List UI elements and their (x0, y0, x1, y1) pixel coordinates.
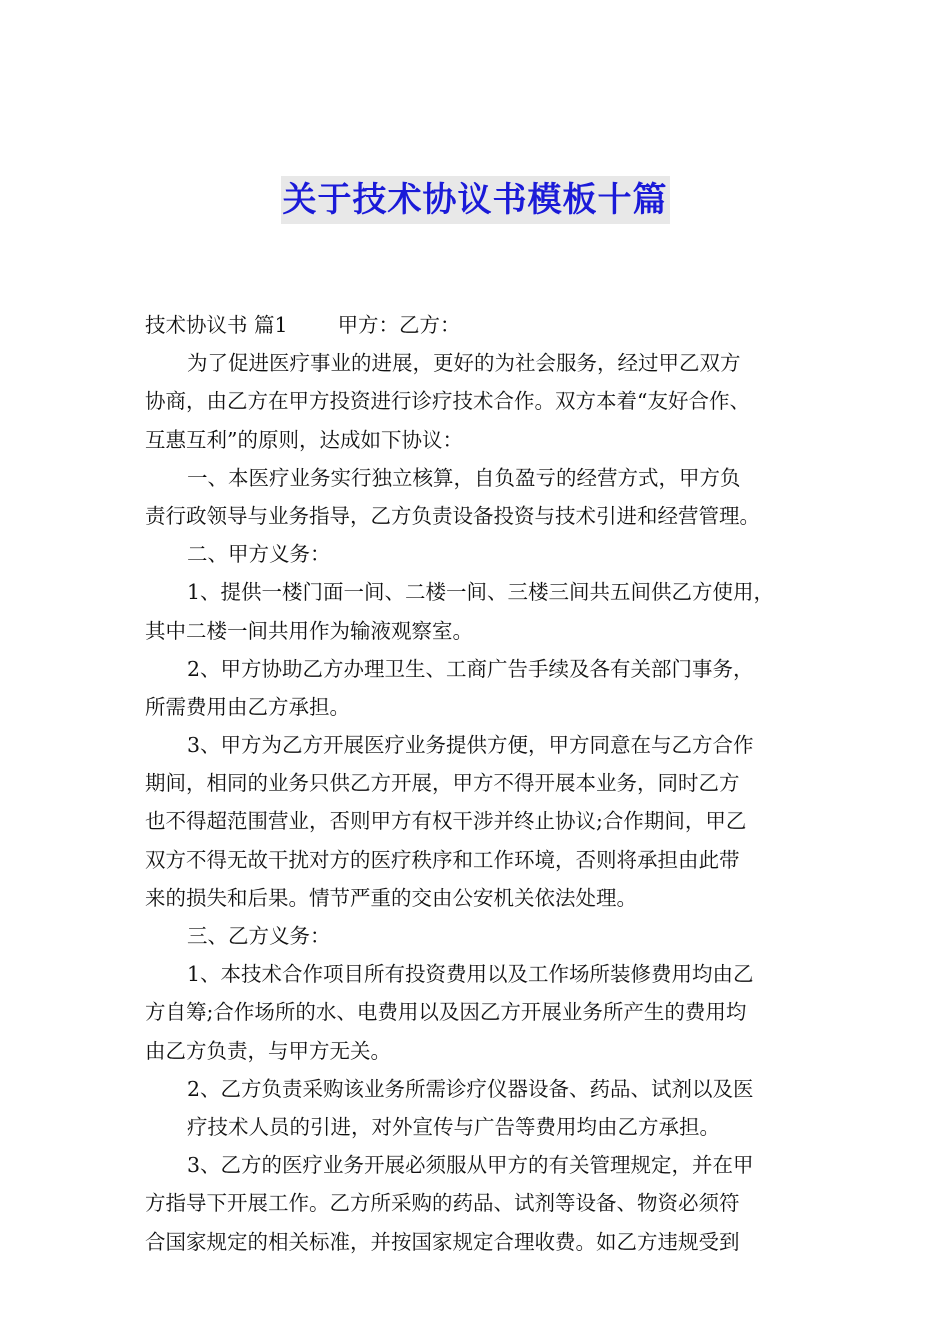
document-body (145, 306, 817, 1261)
text-line: 3、甲方为乙方开展医疗业务提供方便，甲方同意在与乙方合作 (187, 733, 754, 758)
text-line: 其中二楼一间共用作为输液观察室。 (145, 618, 473, 643)
text-line: 1、提供一楼门面一间、二楼一间、三楼三间共五间供乙方使用， (187, 580, 775, 605)
text-line: 一、本医疗业务实行独立核算，自负盈亏的经营方式，甲方负 (187, 465, 741, 490)
text-line: 方自筹;合作场所的水、电费用以及因乙方开展业务所产生的费用均 (145, 1000, 747, 1025)
title-container (0, 176, 950, 224)
text-line: 期间，相同的业务只供乙方开展，甲方不得开展本业务，同时乙方 (145, 771, 740, 796)
text-line: 协商，由乙方在甲方投资进行诊疗技术合作。双方本着“友好合作、 (145, 389, 750, 414)
section-header-line (145, 306, 817, 344)
text-line: 互惠互利”的原则，达成如下协议： (145, 427, 463, 452)
text-line: 由乙方负责，与甲方无关。 (145, 1038, 391, 1063)
text-line: 双方不得无故干扰对方的医疗秩序和工作环境，否则将承担由此带 (145, 847, 740, 872)
text-line: 所需费用由乙方承担。 (145, 694, 350, 719)
text-line: 来的损失和后果。情节严重的交由公安机关依法处理。 (145, 885, 637, 910)
text-line: 合国家规定的相关标准，并按国家规定合理收费。如乙方违规受到 (145, 1229, 740, 1254)
text-line: 方指导下开展工作。乙方所采购的药品、试剂等设备、物资必须符 (145, 1191, 740, 1216)
text-line: 2、甲方协助乙方办理卫生、工商广告手续及各有关部门事务， (187, 656, 754, 681)
text-line: 1、本技术合作项目所有投资费用以及工作场所装修费用均由乙 (187, 962, 754, 987)
text-line: 为了促进医疗事业的进展，更好的为社会服务，经过甲乙双方 (187, 351, 741, 376)
text-line: 2、乙方负责采购该业务所需诊疗仪器设备、药品、试剂以及医 (187, 1076, 754, 1101)
text-line: 也不得超范围营业，否则甲方有权干涉并终止协议;合作期间，甲乙 (145, 809, 747, 834)
section-label: 技术协议书 篇1 (145, 313, 288, 337)
parties-label: 甲方：乙方： (337, 313, 461, 337)
text-line: 3、乙方的医疗业务开展必须服从甲方的有关管理规定，并在甲 (187, 1153, 754, 1178)
text-line: 疗技术人员的引进，对外宣传与广告等费用均由乙方承担。 (187, 1114, 720, 1139)
document-title: 关于技术协议书模板十篇 (281, 176, 670, 224)
text-line: 三、乙方义务： (187, 924, 331, 948)
text-line: 二、甲方义务： (187, 542, 331, 567)
text-line: 责行政领导与业务指导，乙方负责设备投资与技术引进和经营管理。 (145, 503, 760, 528)
